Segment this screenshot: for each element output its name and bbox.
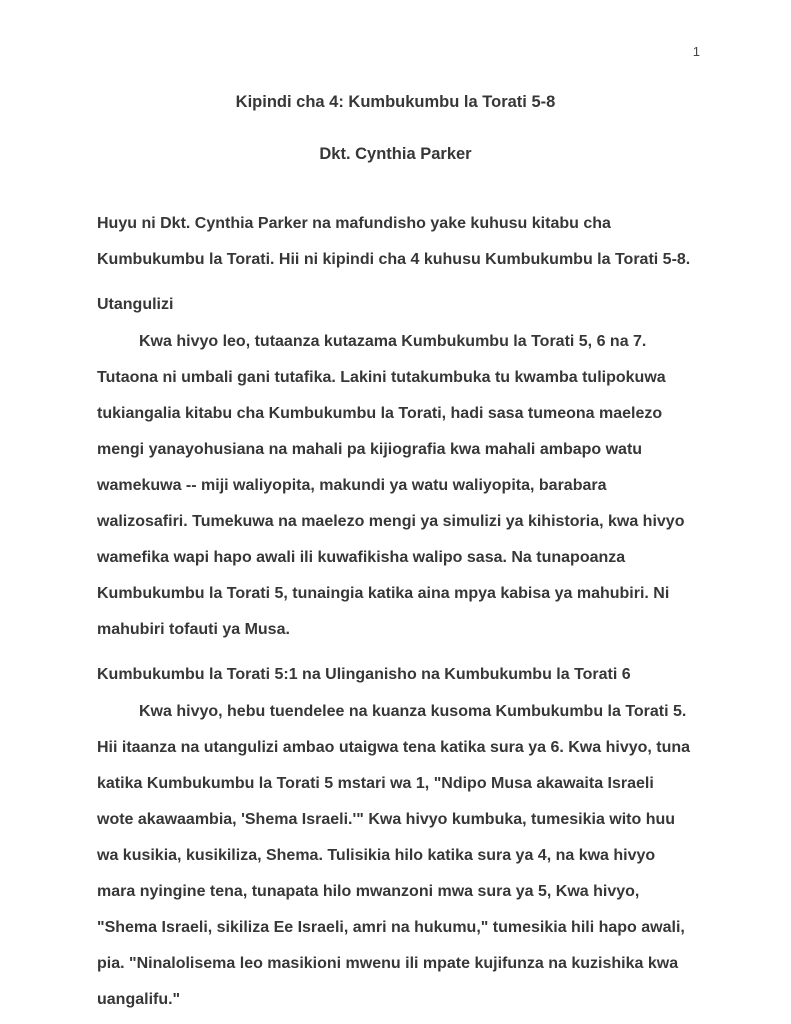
document-author: Dkt. Cynthia Parker [319, 145, 472, 163]
section1-paragraph: Kwa hivyo leo, tutaanza kutazama Kumbukumbu la Torati 5, 6 na 7. Tutaona ni umbali gani tutafika. Lakini tutakumbuka tu kwamba tulipokuwa tukiangalia kitabu cha Kumbukumbu la Torati, hadi sasa tumeona maelezo mengi yanayohusiana na mahali pa kijiografia kwa mahali ambapo watu wamekuwa -- miji waliyopita, makundi ya watu waliyopita, barabara walizosafiri. Tumekuwa na maelezo mengi ya simulizi ya kihistoria, kwa hivyo wamefika wapi hapo awali ili kuwafikisha walipo sasa. Na tunapoanza Kumbukumbu la Torati 5, tunaingia katika aina mpya kabisa ya mahubiri. Ni mahubiri tofauti ya Musa. [97, 333, 685, 638]
section2-paragraph: Kwa hivyo, hebu tuendelee na kuanza kusoma Kumbukumbu la Torati 5. Hii itaanza na utangulizi ambao utaigwa tena katika sura ya 6. Kwa hivyo, tuna katika Kumbukumbu la Torati 5 mstari wa 1, "Ndipo Musa akawaita Israeli wote akawaambia, 'Shema Israeli.'" Kwa hivyo kumbuka, tumesikia wito huu wa kusikia, kusikiliza, Shema. Tulisikia hilo katika sura ya 4, na kwa hivyo mara nyingine tena, tunapata hilo mwanzoni mwa sura ya 5, Kwa hivyo, "Shema Israeli, sikiliza Ee Israeli, amri na hukumu," tumesikia hili hapo awali, pia. "Ninalolisema leo masikioni mwenu ili mpate kujifunza na kuzishika kwa uangalifu." [97, 703, 691, 1008]
page-number: 1 [692, 44, 700, 59]
section-heading-torati-5-1: Kumbukumbu la Torati 5:1 na Ulinganisho na Kumbukumbu la Torati 6 [97, 666, 631, 683]
intro-paragraph: Huyu ni Dkt. Cynthia Parker na mafundisho yake kuhusu kitabu cha Kumbukumbu la Torati. Hii ni kipindi cha 4 kuhusu Kumbukumbu la Torati 5-8. [97, 215, 691, 268]
section-heading-utangulizi: Utangulizi [97, 296, 174, 313]
document-title: Kipindi cha 4: Kumbukumbu la Torati 5-8 [235, 93, 556, 111]
